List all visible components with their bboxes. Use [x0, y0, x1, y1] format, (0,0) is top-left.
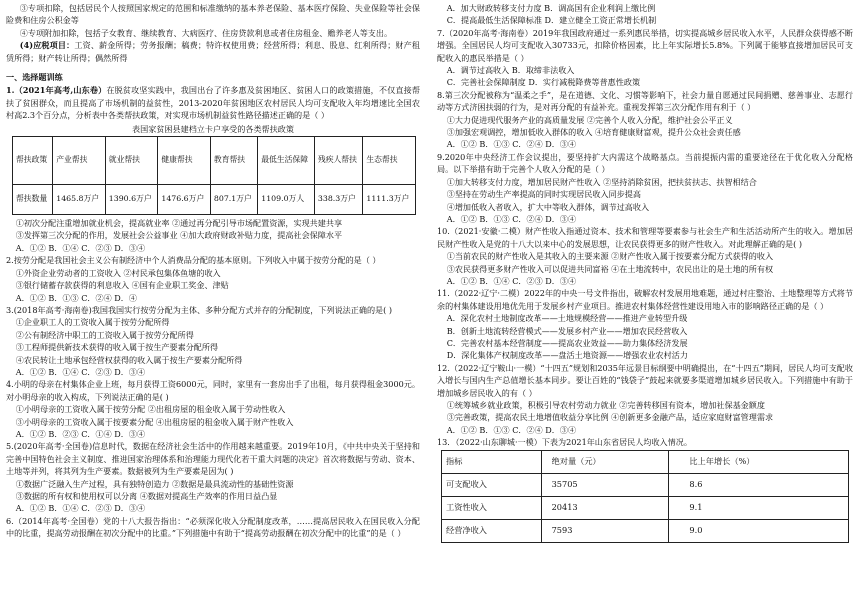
question-9-answer-choices: A．①② B．①③ C．②④ D．③④ — [446, 213, 577, 224]
question-13-stem: 13．（2022·山东聊城·一模）下表为2021年山东省居民人均收入情况。 — [437, 437, 692, 448]
question-1-number: 1. — [6, 85, 15, 96]
question-7-option-line: A．调节过高收入 B．取缔非法收入 — [446, 65, 575, 76]
question-1-stem: 在脱贫攻坚实践中，我国出台了许多惠及贫困地区、贫困人口的政策措施，不仅直接帮扶了贫困群众，而且提高了市场机制的益贫性，2013-2020年贫困地区农村居民人均可支配收入年均增速比全国农村高2.3个百分点，分析表中各类帮扶政策，对实现市场机制益贫性路径描述正确的是（ ） — [6, 85, 420, 121]
question-1-option-line: ③发挥第三次分配的作用，发展社会公益事业 ④加大政府财政补贴力度，提高社会保障水平 — [15, 230, 343, 241]
income-items-text: 工资、薪金所得；劳务报酬；稿费；特许权使用费；经营所得；利息、股息、红利所得；财产租赁所得；财产转让所得；偶然所得 — [6, 40, 420, 63]
question-12-option-line: ③完善政策，提高农民土地增值收益分享比例 ④创新更多金融产品，适应家庭财富管理需求 — [446, 412, 774, 423]
table-cell: 1476.6万户 — [158, 185, 211, 215]
question-10-stem: 10.（2021·安徽·二模）财产性收入指通过资本、技术和管理等要素参与社会生产和生活活动所产生的收入。增加居民财产性收入是党的十八大以来中心的发展思想，让农民获得更多的财产性收入。对此理解正确的是( ) — [437, 226, 853, 249]
question-9-stem: 9.2020年中央经济工作会议提出，要坚持扩大内需这个战略基点。当前提振内需的重要途径在于优化收入分配格局。以下举措有助于完善个人收入分配的是（ ） — [437, 151, 853, 175]
question-12-stem: 12.（2022·辽宁鞍山·一模）“十四五”规划和2035年远景目标纲要中明确提出，在“十四五”期间，居民人均可支配收入增长与国内生产总值增长基本同步。要让百姓的“钱袋子”鼓起来就要多渠道增加城乡居民收入。下列措施中有助于增加城乡居民收入的有（ ） — [437, 362, 853, 398]
table-cell: 1390.6万户 — [105, 185, 158, 215]
question-11-stem: 11.（2022·辽宁·二模）2022年的中央一号文件指出，破解农村发展用地难题，通过村庄整治、土地整理等方式将节余的村集体建设用地优先用于发展乡村产业项目。推进农村集体经营性建设用地入市的影响路径正确的是（ ） — [437, 288, 853, 311]
question-4-answer-choices: A．①② B．②③ C．①④ D．③④ — [15, 428, 146, 439]
question-2-answer-choices: A．①② B．①③ C．②④ D．④ — [15, 292, 137, 303]
table-header-cell: 比上年增长（%） — [669, 450, 849, 473]
table-cell: 帮扶数量 — [13, 185, 53, 215]
question-8-answer-choices: A．①② B．①③ C．②④ D．③④ — [446, 139, 577, 150]
question-6-option-line: A．加大财政转移支付力度 B．调高国有企业利润上缴比例 — [446, 3, 656, 13]
question-8-option-line: ①大力促进现代服务产业的高质量发展 ②完善个人收入分配，维护社会公平正义 — [446, 114, 733, 125]
table-cell: 1465.8万户 — [53, 185, 106, 215]
table-cell: 20413 — [541, 496, 669, 519]
question-12-answer-choices: A．①② B．①③ C．②④ D．③④ — [446, 424, 577, 435]
table-cell: 8.6 — [669, 473, 849, 496]
question-5-stem: 5.(2020年高考·全国卷)信息时代，数据在经济社会生活中的作用越来越重要。2019年10月，《中共中央关于坚持和完善中国特色社会主义制度、推进国家治理体系和治理能力现代化若干重大问题的决定》首次将数据与劳动、资本、土地等并列，将其列为生产要素。数据被列为生产要素是因为( ) — [6, 441, 420, 477]
question-4-option-line: ①小明母亲的工资收入属于按劳分配 ②出租房屋的租金收入属于劳动性收入 — [15, 404, 286, 415]
question-10-option-line: ①当前农民的财产性收入是其收入的主要来源 ②财产性收入属于按要素分配方式获得的收入 — [446, 251, 774, 262]
question-4-option-line: ③小明母亲的工资收入属于按要素分配 ④出租房屋的租金收入属于财产性收入 — [15, 416, 294, 427]
question-8-option-line: ③加强宏观调控，增加低收入群体的收入 ④培育健康财富观，提升公众社会责任感 — [446, 127, 741, 138]
intro-paragraph-2: ④专项附加扣除，包括子女教育、继续教育、大病医疗、住房贷款利息或者住房租金、赡养老人等支出。 — [19, 27, 393, 38]
question-3-stem: 3.(2018年高考·海南卷)我国我国实行按劳分配为主体、多种分配方式并存的分配制度，下列说法正确的是( ) — [6, 304, 393, 315]
left-column — [6, 2, 420, 540]
question-2-stem: 2.按劳分配是我国社会主义公有制经济中个人消费品分配的基本原则。下列收入中属于按劳分配的是（ ） — [6, 255, 381, 266]
table-row — [442, 519, 849, 542]
question-9-option-line: ③坚持在劳动生产率提高的同时实现居民收入同步提高 — [446, 189, 641, 200]
table-cell: 经营净收入 — [442, 519, 542, 542]
table-header-cell: 生态帮扶 — [363, 137, 416, 185]
table-cell: 9.1 — [669, 496, 849, 519]
question-11-option-line: C．完善农村基本经营制度——提高农业效益——助力集体经济发展 — [446, 337, 688, 348]
question-5-answer-choices: A．①② B．①④ C．②③ D．③④ — [15, 503, 146, 514]
table-row — [442, 496, 849, 519]
question-7-option-line: C．完善社会保障制度 D．实行减税降费等普惠性政策 — [446, 77, 641, 88]
question-6-stem: 6.（2014年高考·全国卷）党的十八大报告指出：“必须深化收入分配制度改革，……提高居民收入在国民收入分配中的比重，提高劳动报酬在初次分配中的比重。”下列措施中有助于“提高劳动报酬在初次分配中的比重”的是（ ） — [6, 515, 420, 539]
question-10-option-line: ③农民获得更多财产性收入可以促进共同富裕 ④在土地流转中，农民出让的是土地的所有权 — [446, 263, 774, 274]
table-header-cell: 最低生活保障 — [258, 137, 315, 185]
question-3-option-line: ②公有制经济中职工的工资收入属于按劳分配所得 — [15, 329, 194, 340]
table-cell: 1111.3万户 — [363, 185, 416, 215]
table-row — [13, 185, 416, 215]
table-header-cell: 指标 — [442, 450, 542, 473]
question-3-option-line: ③工程师提供新技术获得的收入属于按生产要素分配所得 — [15, 342, 219, 353]
table-cell: 9.0 — [669, 519, 849, 542]
question-11-option-line: B．创新土地流转经营模式——发展乡村产业——增加农民经营收入 — [446, 325, 688, 336]
question-11-option-line: D．深化集体产权制度改革——盘活土地资源——增强农业农村活力 — [446, 350, 688, 361]
table-cell: 338.3万户 — [314, 185, 362, 215]
question-12-option-line: ①统筹城乡就业政策，积极引导农村劳动力就业 ②完善转移国有资本，增加社保基金额度 — [446, 400, 765, 410]
table-header-cell: 残疾人帮扶 — [314, 137, 362, 185]
table-cell: 35705 — [541, 473, 669, 496]
right-column — [437, 2, 853, 543]
question-8-stem: 8.第三次分配被称为“温柔之手”，是在道德、文化、习惯等影响下，社会力量自愿通过民间捐赠、慈善事业、志愿行动等方式济困扶弱的行为，是对再分配的有益补充。重视发挥第三次分配作用有利于（ ） — [437, 89, 853, 113]
table-cell: 1109.0万人 — [258, 185, 315, 215]
question-2-option-line: ③银行储蓄存款获得的利息收入 ④国有企业职工奖金、津贴 — [15, 280, 229, 291]
intro-paragraph-1: ③专项扣除，包括居民个人按照国家规定的范围和标准缴纳的基本养老保险、基本医疗保险、失业保险等社会保险费和住房公积金等 — [6, 3, 420, 26]
table-header-cell: 健康帮扶 — [158, 137, 211, 185]
table-header-cell: 帮扶政策 — [13, 137, 53, 185]
section-title: 一、选择题训练 — [6, 72, 63, 83]
question-1-source: （2021年高考,山东卷） — [14, 85, 107, 96]
table-header-row — [13, 137, 416, 185]
question-9-option-line: ④增加低收入者收入，扩大中等收入群体，调节过高收入 — [446, 201, 650, 212]
question-3-option-line: ①企业职工人的工资收入属于按劳分配所得 — [15, 317, 170, 328]
table-caption: 表国家贫困县建档立卡户享受的各类帮扶政策 — [132, 123, 294, 134]
question-3-option-line: ④农民转让土地承包经营权获得的收入属于按生产要素分配所得 — [15, 354, 243, 365]
aid-policy-table — [12, 136, 416, 215]
question-3-answer-choices: A．①② B．①④ C．②③ D．③④ — [15, 366, 146, 377]
question-6-option-line: C．提高最低生活保障标准 D．建立健全工资正常增长机制 — [446, 15, 657, 26]
question-4-stem: 4.小明的母亲在村集体企业上班，每月获得工资6000元，同时，家里有一套房出手了出租，每月获得租金3000元。对小明母亲的收入构成，下列说法正确的是( ) — [6, 379, 420, 402]
table-cell: 7593 — [541, 519, 669, 542]
question-11-option-line: A．深化农村土地制度改革——土地规模经营——推进产业转型升级 — [446, 313, 688, 324]
shandong-income-table — [441, 450, 849, 543]
income-items-label: (4)应税项目： — [19, 40, 75, 51]
question-1-option-line: ①初次分配注重增加就业机会，提高就业率 ②通过再分配引导市场配置资源，实现共建共享 — [15, 218, 343, 229]
table-cell: 可支配收入 — [442, 473, 542, 496]
table-cell: 807.1万户 — [210, 185, 257, 215]
question-5-option-line: ①数据广泛融入生产过程，具有独特创造力 ②数据是最具流动性的基础性资源 — [15, 478, 294, 489]
question-7-stem: 7.（2020年高考·海南卷）2019年我国政府通过一系列惠民举措，切实提高城乡居民收入水平，人民群众获得感不断增强。全国居民人均可支配收入30733元，扣除价格因素，比上年实际增长5.8%。下列属于能够直接增加居民可支配收入的惠民举措是（ ） — [437, 27, 853, 63]
question-5-option-line: ③数据的所有权和使用权可以分离 ④数据对提高生产效率的作用日益凸显 — [15, 491, 278, 501]
table-header-row — [442, 450, 849, 473]
table-header-cell: 教育帮扶 — [210, 137, 257, 185]
income-items-paragraph — [6, 39, 420, 64]
table-row — [442, 473, 849, 496]
question-2-option-line: ①外资企业劳动者的工资收入 ②村民承包集体鱼塘的收入 — [15, 267, 221, 278]
question-1 — [6, 84, 420, 121]
table-header-cell: 产业帮扶 — [53, 137, 106, 185]
table-cell: 工资性收入 — [442, 496, 542, 519]
question-10-answer-choices: A．①② B．①④ C．②③ D．③④ — [446, 275, 577, 286]
table-header-cell: 绝对量（元） — [541, 450, 669, 473]
question-1-answer-choices: A．①② B．①④ C．②③ D．③④ — [15, 242, 146, 253]
question-9-option-line: ①加大转移支付力度，增加居民财产性收入 ②坚持消除贫困，把扶贫扶志、扶智相结合 — [446, 176, 757, 187]
table-header-cell: 就业帮扶 — [105, 137, 158, 185]
